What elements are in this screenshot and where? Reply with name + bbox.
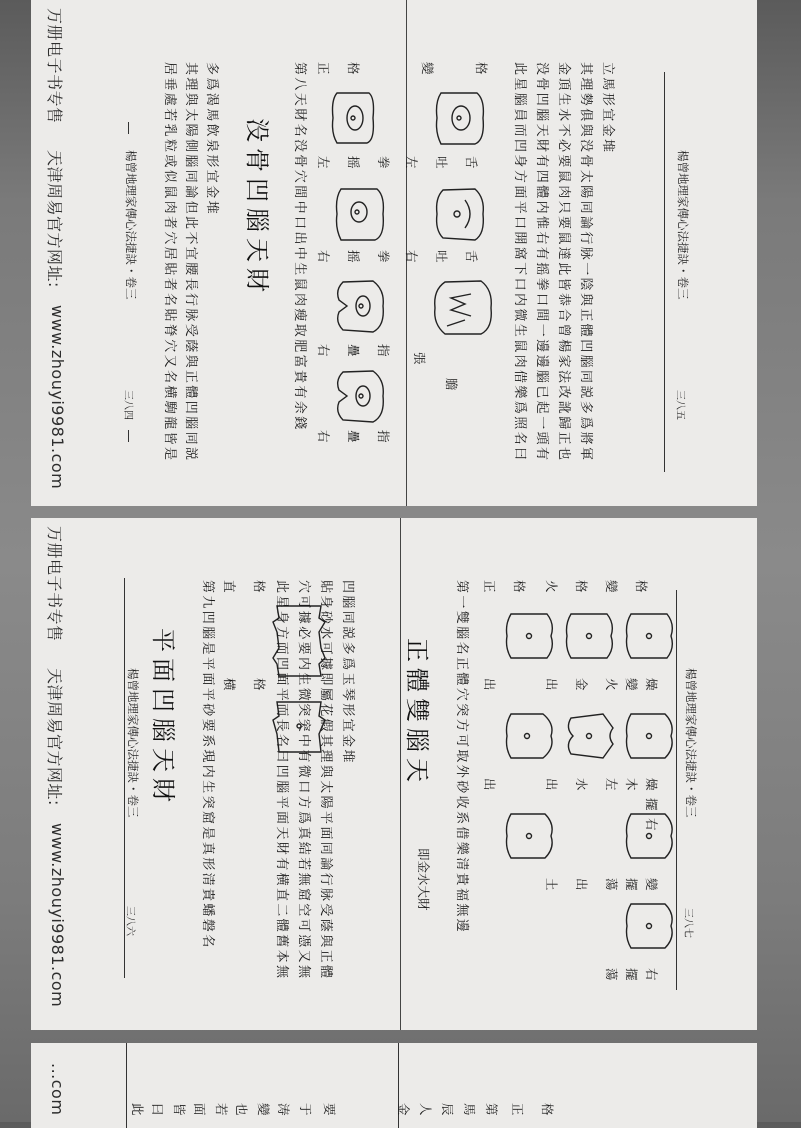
shape-label: 土: [544, 878, 559, 891]
watermark-url-cut: ...com: [48, 1063, 67, 1116]
feng-shui-shape-diagram: [501, 708, 557, 764]
body-line: 穴可據必要内生微突突中有微口方爲真結若無窟空可憑又無: [296, 580, 311, 981]
shape-label: 指: [376, 430, 391, 443]
page-header-right: 楊曾地理家傳心法捷訣・卷三: [126, 668, 140, 818]
page-header-left: 楊曾地理家傳心法捷訣・卷三: [676, 150, 690, 300]
text-fragment: 于: [298, 1103, 313, 1116]
shape-label: 出: [574, 878, 589, 891]
scan-page-2: [31, 518, 757, 1030]
shape-label: 出: [482, 778, 497, 791]
section-subtitle: 即金水大財: [416, 848, 431, 911]
shape-label: 變: [644, 878, 659, 891]
body-line: 多爲渴馬飲泉形宜金堆: [204, 62, 219, 217]
section-title: 正體雙腦天: [403, 638, 431, 788]
shape-label: 摇: [346, 250, 361, 263]
shape-label: 格: [474, 62, 489, 75]
shape-label: 右: [316, 430, 331, 443]
watermark-url: www.zhouyi9981.com: [48, 305, 67, 490]
body-line: 立馬形宜金堆: [600, 62, 615, 155]
shape-label: 拳: [376, 156, 391, 169]
text-fragment: 曰: [150, 1103, 165, 1116]
shape-label: 吐: [434, 250, 449, 263]
feng-shui-shape-diagram: [501, 608, 557, 664]
scan-page-3: [31, 1043, 757, 1128]
shape-label: 格: [512, 580, 527, 593]
feng-shui-shape-diagram: [621, 708, 677, 764]
feng-shui-shape-diagram: [621, 608, 677, 664]
shape-label: 格: [346, 62, 361, 75]
watermark-seller: 万册电子书专售: [45, 8, 64, 124]
shape-label: 格: [574, 580, 589, 593]
watermark: [31, 0, 81, 506]
text-fragment: 變: [256, 1103, 271, 1116]
text-fragment: 第: [484, 1103, 499, 1116]
shape-label: 舌: [464, 156, 479, 169]
shape-label: 張: [412, 352, 427, 365]
shape-label: 出: [482, 678, 497, 691]
body-line: 其理勢俱與没骨太陽同論行脉一陰與正體凹腦同説多爲將軍: [578, 62, 593, 463]
feng-shui-shape-diagram: [561, 608, 617, 664]
body-line: 金頂生水不必要鼠肉只要鼠達此皆恭合曾楊家法改訛歸正也: [556, 62, 571, 463]
scan-page-1: [31, 0, 757, 506]
text-fragment: 此: [130, 1103, 145, 1116]
shape-label: 格: [634, 580, 649, 593]
feng-shui-shape-diagram: [501, 808, 557, 864]
text-fragment: 馬: [462, 1103, 477, 1116]
feng-shui-shape-diagram: [431, 184, 487, 244]
feng-shui-shape-diagram: [621, 898, 677, 954]
shape-label: 擺: [624, 968, 639, 981]
shape-label: 右: [404, 250, 419, 263]
text-fragment: 面: [192, 1103, 207, 1116]
shape-label: 右: [316, 344, 331, 357]
shape-label: 膽: [444, 378, 459, 391]
shape-label: 蕩: [604, 878, 619, 891]
shape-label: 火: [544, 580, 559, 593]
feng-shui-shape-diagram: [331, 276, 387, 336]
shape-label: 出: [544, 678, 559, 691]
feng-shui-shape-diagram: [331, 184, 387, 244]
body-line: 此星身方而凹面平而長名曰凹腦平面天財有横直二體舊本無: [274, 580, 289, 981]
body-line: 第一雙腦名正體穴突方可取外砂收系借樂清貴福無邊: [454, 580, 469, 935]
shape-label: 格: [252, 678, 267, 691]
body-line: 居垂處若乳粒或似鼠肉者穴居貼者名貼脊穴又名横駒龍皆是: [162, 62, 177, 463]
shape-label: 直: [222, 580, 237, 593]
body-line: 其理與太陽側腦同論但此不宜腰長行脉受蔭與正體凹腦同説: [183, 62, 198, 463]
feng-shui-shape-diagram: [327, 88, 377, 148]
shape-label: 變: [604, 580, 619, 593]
text-fragment: 也: [234, 1103, 249, 1116]
shape-label: 左: [316, 156, 331, 169]
text-fragment: 涛: [276, 1103, 291, 1116]
shape-label: 變: [420, 62, 435, 75]
shape-label: 左: [604, 778, 619, 791]
text-fragment: 要: [322, 1103, 337, 1116]
shape-label: 拳: [376, 250, 391, 263]
page-number-right: 三八四: [122, 390, 133, 420]
page-number-left: 三八五: [674, 390, 685, 420]
watermark-site-label: 天津周易官方网址:: [45, 150, 64, 288]
shape-label: 燥: [644, 678, 659, 691]
shape-label: 摇: [346, 156, 361, 169]
text-fragment: 若: [214, 1103, 229, 1116]
feng-shui-shape-diagram: [331, 366, 387, 426]
feng-shui-shape-diagram: [429, 276, 495, 340]
shape-label: 右: [644, 818, 659, 831]
shape-label: 吐: [434, 156, 449, 169]
body-line: 第九凹腦是平面平砂要系現内生突窟是真形清貴蟠磐名: [200, 580, 215, 950]
shape-label: 擺: [624, 878, 639, 891]
shape-label: 擺: [644, 798, 659, 811]
shape-label: 木: [624, 778, 639, 791]
watermark-seller: 万册电子书专售: [45, 526, 64, 642]
shape-label: 正: [316, 62, 331, 75]
feng-shui-shape-diagram: [561, 708, 617, 764]
body-line: 没骨凹腦天財有四體内惟右有摇拳口間一邊邊腦已起一頭有: [534, 62, 549, 463]
body-line: 凹腦同説多爲玉琴形宜金堆: [340, 580, 355, 765]
shape-label: 蕩: [604, 968, 619, 981]
page-header-right: 楊曾地理家傳心法捷訣・卷三: [124, 150, 138, 300]
watermark-site-label: 天津周易官方网址:: [45, 668, 64, 806]
feng-shui-shape-diagram: [431, 88, 487, 148]
body-line: 此星腦員而凹身方面平口開窩下口内微生鼠肉借樂爲照名曰: [512, 62, 527, 463]
text-fragment: 金: [396, 1103, 411, 1116]
shape-label: 疊: [346, 430, 361, 443]
page-number-left: 三八七: [682, 908, 693, 938]
shape-label: 舌: [464, 250, 479, 263]
section-title: 没骨凹腦天財: [243, 118, 271, 298]
body-line: 貼身砂水可據即屬花假其理與太陽平面同論行脉受蔭與正體: [318, 580, 333, 981]
shape-label: 指: [376, 344, 391, 357]
page-2-content: [31, 518, 757, 1030]
text-fragment: 正: [510, 1103, 525, 1116]
watermark: [31, 518, 81, 1030]
section-title: 平面凹腦天財: [149, 628, 177, 808]
body-line: 第八天財名没骨穴間中口出中生鼠肉瘦取肥富貴有余錢: [292, 62, 307, 432]
text-fragment: 辰: [440, 1103, 455, 1116]
text-fragment: 格: [540, 1103, 555, 1116]
shape-label: 格: [252, 580, 267, 593]
feng-shui-shape-diagram: [621, 808, 677, 864]
shape-label: 水: [574, 778, 589, 791]
watermark-url: www.zhouyi9981.com: [48, 823, 67, 1008]
page-3-content: [31, 1043, 757, 1128]
page-number-right: 三八六: [124, 906, 135, 936]
shape-label: 左: [404, 156, 419, 169]
shape-label: 右: [644, 968, 659, 981]
shape-label: 右: [316, 250, 331, 263]
page-1-content: [31, 0, 757, 506]
shape-label: 燥: [644, 778, 659, 791]
shape-label: 火: [604, 678, 619, 691]
watermark: [31, 1043, 81, 1128]
page-header-left: 楊曾地理家傳心法捷訣・卷三: [684, 668, 698, 818]
text-fragment: 人: [418, 1103, 433, 1116]
shape-label: 疊: [346, 344, 361, 357]
shape-label: 變: [624, 678, 639, 691]
shape-label: 金: [574, 678, 589, 691]
text-fragment: 皆: [172, 1103, 187, 1116]
shape-label: 出: [544, 778, 559, 791]
shape-label: 正: [482, 580, 497, 593]
shape-label: 横: [222, 678, 237, 691]
